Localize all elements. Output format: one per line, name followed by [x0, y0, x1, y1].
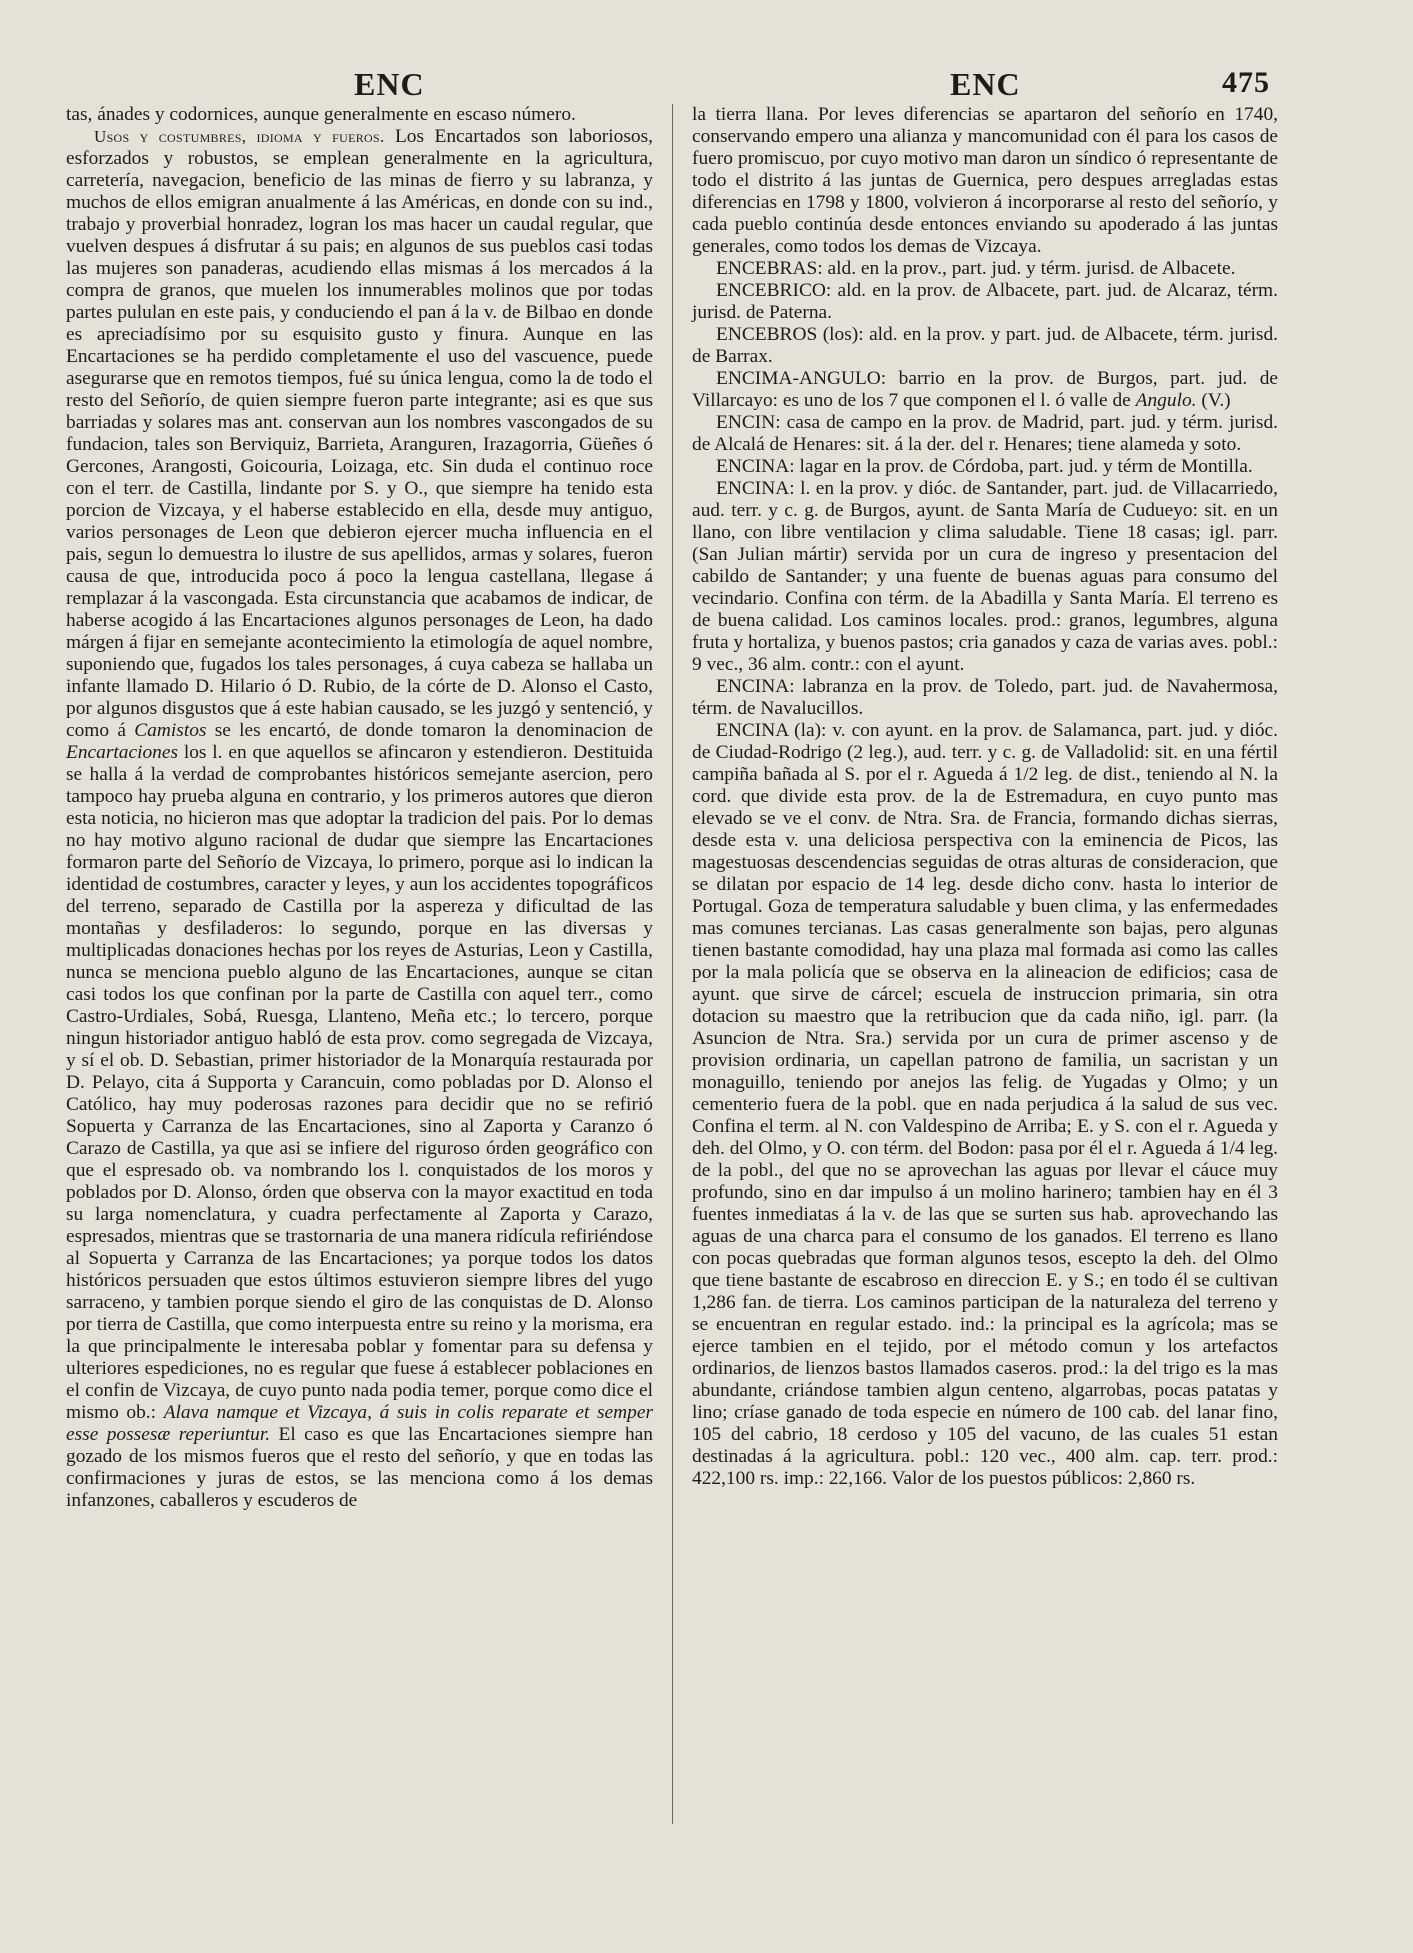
section-usos-costumbres [66, 126, 653, 1512]
entry-encebrico: ENCEBRICO: ald. en la prov. de Albacete, part. jud. de Alcaraz, térm. jurisd. de Paterna. [692, 280, 1278, 323]
entry-encin: ENCIN: casa de campo en la prov. de Madrid, part. jud. y térm. jurisd. de Alcalá de Henares: sit. á la der. del r. Henares; tiene alameda y soto. [692, 412, 1278, 455]
right-column [692, 104, 1278, 1490]
italic-term: Encartaciones [66, 742, 179, 763]
body-text: ENCIMA-ANGULO: barrio en la prov. de Burgos, part. jud. de Villarcayo: es uno de los 7 que componen el l. ó valle de [692, 368, 1278, 411]
entry-encebros: ENCEBROS (los): ald. en la prov. y part. jud. de Albacete, térm. jurisd. de Barrax. [692, 324, 1278, 367]
body-text: (V.) [1201, 390, 1231, 411]
left-column [66, 104, 653, 1512]
entry-encina-santander: ENCINA: l. en la prov. y dióc. de Santander, part. jud. de Villacarriedo, aud. terr. y c. g. de Burgos, ayunt. de Santa María de Cudueyo: sit. en un llano, con libre ventilacion y clima saludable. Tiene 18 casas; igl. parr. (San Julian mártir) servida por un cura de ingreso y presentacion del cabildo de Santander; y una fuente de buenas aguas para consumo del vecindario. Confina con térm. de la Abadilla y Santa María. El terreno es de buena calidad. Los caminos locales. prod.: granos, legumbres, alguna fruta y hortaliza, y buenos pastos; cria ganados y caza de varias aves. pobl.: 9 vec., 36 alm. contr.: con el ayunt. [692, 478, 1278, 675]
header-right-keyword: ENC [950, 66, 1021, 102]
entry-encina-lagar: ENCINA: lagar en la prov. de Córdoba, part. jud. y térm de Montilla. [716, 456, 1253, 477]
entry-encebras: ENCEBRAS: ald. en la prov., part. jud. y térm. jurisd. de Albacete. [716, 258, 1236, 279]
page-number: 475 [1222, 66, 1270, 99]
column-divider [672, 104, 673, 1824]
italic-term: Angulo. [1135, 390, 1197, 411]
entry-encima-angulo [692, 368, 1278, 412]
body-text: El caso es que las Encartaciones siempre han gozado de los mismos fueros que el resto del señorío, y que en todas las confirmaciones y juras de estos, se las menciona como á los demas infanzones, caballeros y escuderos de [66, 1424, 653, 1511]
body-text: los l. en que aquellos se afincaron y estendieron. Destituida se halla á la verdad de comprobantes históricos semejante asercion, pero tampoco hay prueba alguna en contrario, y los primeros autores que dieron esta noticia, no hicieron mas que adoptar la tradicion del pais. Por lo demas no hay motivo alguno racional de dudar que siempre las Encartaciones formaron parte del Señorío de Vizcaya, lo primero, porque asi lo indican la identidad de costumbres, caracter y leyes, y aun los accidentes topográficos del terreno, separado de Castilla por la aspereza y dificultad de las montañas y desfiladeros: lo segundo, porque en las diversas y multiplicadas donaciones hechas por los reyes de Asturias, Leon y Castilla, nunca se menciona pueblo alguno de las Encartaciones, aunque se citan casi todos los que confinan por la parte de Castilla con aquel terr., como Castro-Urdiales, Sobá, Ruesga, Llanteno, Meña etc.; lo tercero, porque ningun historiador antiguo habló de esta prov. como segregada de Vizcaya, y sí el ob. D. Sebastian, primer historiador de la Monarquía restaurada por D. Pelayo, cita á Supporta y Carancuin, como pobladas por D. Alonso el Católico, hay muy poderosas razones para decidir que no se refirió Sopuerta y Carranza de las Encartaciones, sino al Zaporta y Caranzo ó Carazo de Castilla, ya que asi se infiere del riguroso órden geográfico con que el espresado ob. va nombrando los l. conquistados de los moros y poblados por D. Alonso, órden que observa con la mayor exactitud en toda su larga nomenclatura, y cuadra perfectamente al Zaporta y Carazo, espresados, mientras que se trastornaria de una manera ridícula refiriéndose al Sopuerta y Carranza de las Encartaciones; ya porque todos los datos históricos persuaden que estos últimos estuvieron siempre libres del yugo sarraceno, y tambien porque siendo el giro de las conquistas de D. Alonso por tierra de Castilla, que como interpuesta entre su reino y la morisma, era la que principalmente le interesaba poblar y fomentar para su defensa y ulteriores espediciones, no es regular que fuese á establecer poblaciones en el confin de Vizcaya, de cuyo punto nada podia temer, porque como dice el mismo ob.: [66, 742, 653, 1423]
header-left-keyword: ENC [354, 66, 425, 102]
body-text: se les encartó, de donde tomaron la denominacion de [214, 720, 653, 741]
section-heading: Usos y costumbres, idioma y fueros. [94, 127, 385, 146]
entry-encina-la-salamanca: ENCINA (la): v. con ayunt. en la prov. de Salamanca, part. jud. y dióc. de Ciudad-Rodrigo (2 leg.), aud. terr. y c. g. de Valladolid: sit. en una fértil campiña bañada al S. por el r. Agueda á 1/2 leg. de dist., teniendo al N. la cord. que divide esta prov. de la de Estremadura, en cuyo punto mas elevado se ve el conv. de Ntra. Sra. de Francia, formando dichas sierras, desde esta v. una deliciosa perspectiva con la eminencia de Picos, las magestuosas descendencias seguidas de otras alturas de consideracion, que se dilatan por espacio de 14 leg. desde dicho conv. hasta lo interior de Portugal. Goza de temperatura saludable y buen clima, y las enfermedades mas comunes tercianas. Las casas generalmente son bajas, pero algunas tienen bastante comodidad, hay una plaza mal formada asi como las calles por la mala policía que se observa en la alineacion de edificios; casa de ayunt. que sirve de cárcel; escuela de instruccion primaria, sin otra dotacion su maestro que la retribucion que da cada niño, igl. parr. (la Asuncion de Ntra. Sra.) servida por un cura de primer ascenso y de provision ordinaria, un capellan patrono de familia, un sacristan y un monaguillo, teniendo por anejos las felig. de Yugadas y Olmo; y un cementerio fuera de la pobl. que en nada perjudica á la salud de sus vec. Confina el term. al N. con Valdespino de Arriba; E. y S. con el r. Agueda y deh. del Olmo, y O. con térm. del Bodon: pasa por él el r. Agueda á 1/4 leg. de la pobl., del que no se aprovechan las aguas por llevar el cáuce muy profundo, sino en dar impulso á un molino harinero; tambien hay en él 3 fuentes inmediatas á la v. de las que se surten sus hab. aprovechando las aguas de una charca para el consumo de los ganados. El terreno es llano con pocas quebradas que forman algunos tesos, escepto la deh. del Olmo que tiene bastante de escabroso en direccion E. y S.; en todo él se cultivan 1,286 fan. de tierra. Los caminos participan de la naturaleza del terreno y se encuentran en regular estado. ind.: la principal es la agrícola; mas se ejerce tambien en el tejido, por el método comun y los artefactos ordinarios, de lienzos bastos llamados caseros. prod.: la del trigo es la mas abundante, criándose tambien algun centeno, algarrobas, pocas patatas y lino; críase ganado de toda especie en número de 100 cab. del lanar fino, 105 del cabrio, 18 cerdoso y 105 del vacuno, de las cuales 51 estan destinadas á la agricultura. pobl.: 120 vec., 400 alm. cap. terr. prod.: 422,100 rs. imp.: 22,166. Valor de los puestos públicos: 2,860 rs. [692, 720, 1278, 1489]
latin-quote: Alava namque et Vizcaya, á suis in colis reparate et semper esse possesæ reperiuntur. [66, 1402, 653, 1445]
paragraph-continuation: tas, ánades y codornices, aunque generalmente en escaso número. [66, 104, 576, 125]
paragraph-continuation: la tierra llana. Por leves diferencias se apartaron del señorío en 1740, conservando empero una alianza y mancomunidad con él para los casos de fuero promiscuo, por cuyo motivo man daron un síndico ó representante de todo el distrito á las juntas de Guernica, pero despues arregladas estas diferencias en 1798 y 1800, volvieron á incorporarse al resto del señorío, y cada pueblo continúa desde entonces enviando su apoderado á las juntas generales, como todos los demas de Vizcaya. [692, 104, 1278, 257]
entry-encina-toledo: ENCINA: labranza en la prov. de Toledo, part. jud. de Navahermosa, térm. de Navalucillos. [692, 676, 1278, 719]
body-text: Los Encartados son laboriosos, esforzados y robustos, se emplean generalmente en la agricultura, carretería, navegacion, beneficio de las minas de fierro y su labranza, y muchos de ellos emigran anualmente á las Américas, en donde con su ind., trabajo y proverbial honradez, logran los mas hacer un caudal regular, que vuelven despues á disfrutar á su pais; en algunos de sus pueblos casi todas las mujeres son panaderas, acudiendo ellas mismas á los mercados á la compra de granos, que muelen los innumerables molinos que por todas partes pululan en este pais, y conduciendo el pan á la v. de Bilbao en donde es apreciadísimo por su esquisito gusto y finura. Aunque en las Encartaciones se ha perdido completamente el uso del vascuence, puede asegurarse que en remotos tiempos, fué su única lengua, como la de todo el resto del Señorío, de quien siempre fueron parte integrante; asi es que sus barriadas y solares mas ant. conservan aun los nombres vascongados de su fundacion, tales son Berviquiz, Barrieta, Aranguren, Irazagorria, Güeñes ó Gercones, Arangosti, Goicouria, Loizaga, etc. Sin duda el continuo roce con el terr. de Castilla, lindante por S. y O., que siempre ha tenido esta porcion de Vizcaya, y el haberse establecido en ella, desde muy antiguo, varios personages de Leon que debieron ejercer mucha influencia en el pais, segun lo demuestra lo ilustre de sus apellidos, armas y solares, fueron causa de que, introducida poco á poco la lengua castellana, llegase á remplazar á la vascongada. Esta circunstancia que acabamos de indicar, de haberse acogido á las Encartaciones algunos personages de Leon, ha dado márgen á fijar en semejante acontecimiento la etimología de aquel nombre, suponiendo que, fugados los tales personages, á cuya cabeza se hallaba un infante llamado D. Hilario ó D. Rubio, de la córte de D. Alonso el Casto, por algunos disgustos que á este habian causado, se les juzgó y sentenció, y como á [66, 126, 653, 741]
italic-term: Camistos [134, 720, 207, 741]
